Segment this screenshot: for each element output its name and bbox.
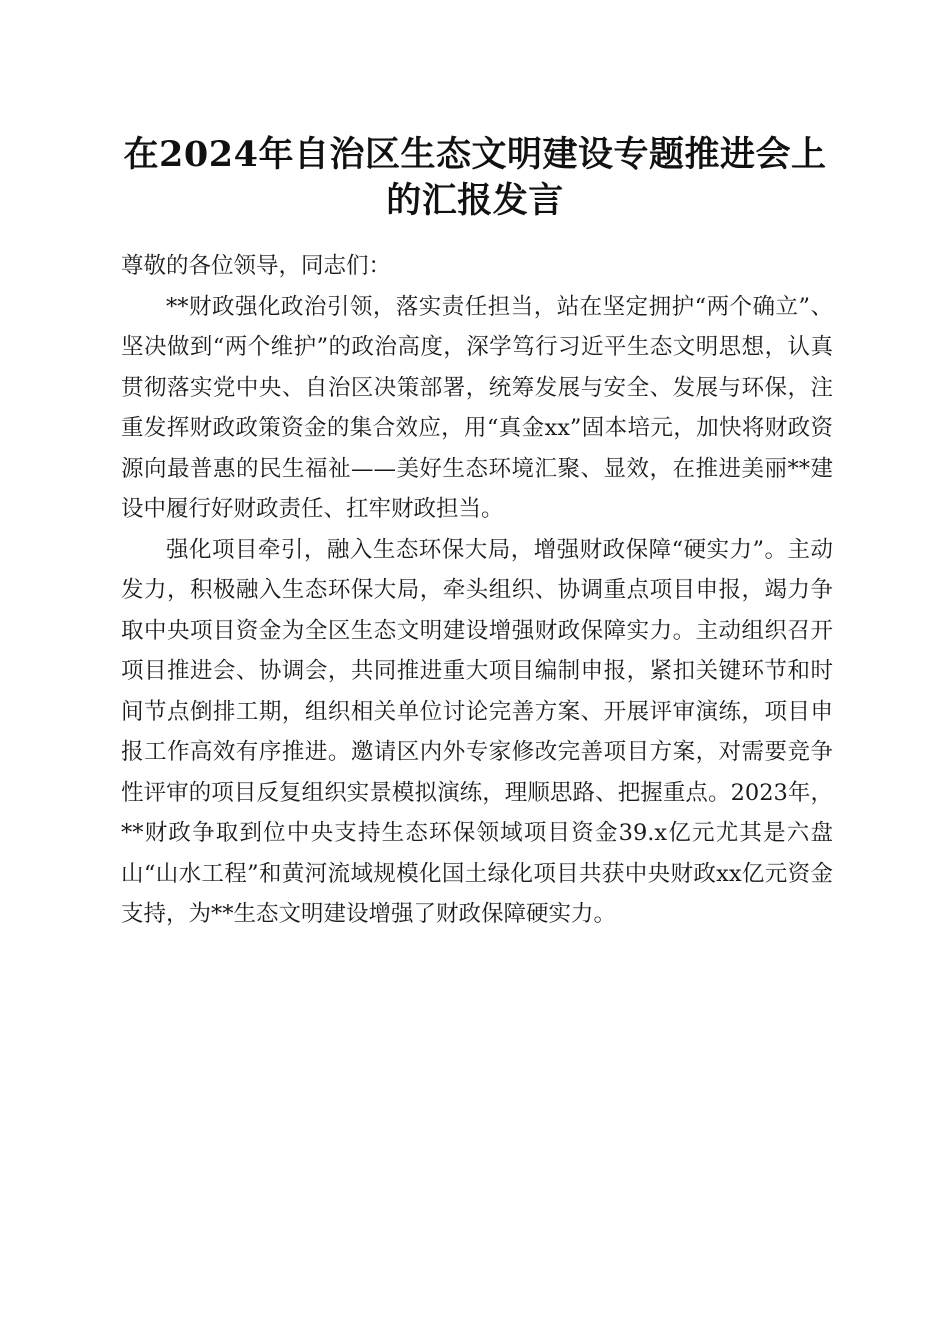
paragraph-1: **财政强化政治引领，落实责任担当，站在坚定拥护“两个确立”、坚决做到“两个维护”的政治高度，深学笃行习近平生态文明思想，认真贯彻落实党中央、自治区决策部署，统筹发展与安全、发展与环保，注重发挥财政政策资金的集合效应，用“真金xx”固本培元，加快将财政资源向最普惠的民生福祉——美好生态环境汇聚、显效，在推进美丽**建设中履行好财政责任、扛牢财政担当。 — [121, 293, 833, 522]
paragraph-2: 强化项目牵引，融入生态环保大局，增强财政保障“硬实力”。主动发力，积极融入生态环保大局，牵头组织、协调重点项目申报，竭力争取中央项目资金为全区生态文明建设增强财政保障实力。主动组织召开项目推进会、协调会，共同推进重大项目编制申报，紧扣关键环节和时间节点倒排工期，组织相关单位讨论完善方案、开展评审演练，项目申报工作高效有序推进。邀请区内外专家修改完善项目方案，对需要竞争性评审的项目反复组织实景模拟演练，理顺思路、把握重点。2023年，**财政争取到位中央支持生态环保领域项目资金39.x亿元尤其是六盘山“山水工程”和黄河流域规模化国土绿化项目共获中央财政xx亿元资金支持，为**生态文明建设增强了财政保障硬实力。 — [121, 536, 833, 927]
salutation: 尊敬的各位领导，同志们： — [121, 253, 392, 279]
document-body — [121, 246, 833, 935]
document-title: 在2024年自治区生态文明建设专题推进会上的汇报发言 — [123, 134, 827, 221]
